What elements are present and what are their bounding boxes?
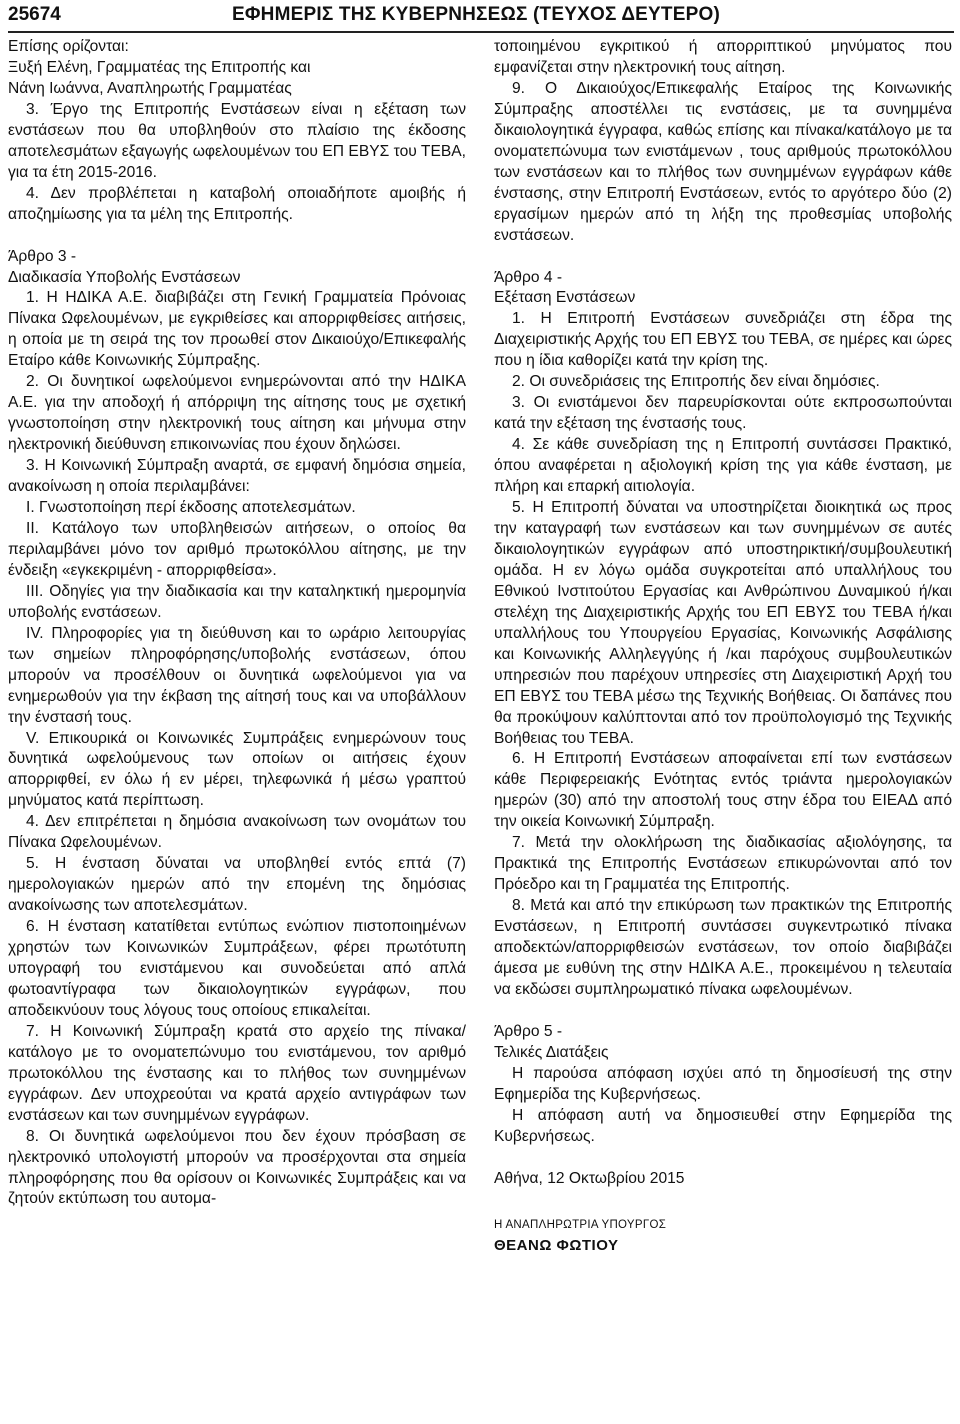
paragraph: Επίσης ορίζονται: <box>8 38 129 55</box>
list-item: ΙΙΙ. Οδηγίες για την διαδικασία και την καταληκτική ημερομηνία υποβολής ενστάσεων. <box>8 582 466 621</box>
paragraph: 1. Η Επιτροπή Ενστάσεων συνεδριάζει στη έδρα της Διαχειριστικής Αρχής του ΕΠ ΕΒΥΣ του ΤΕΒΑ, σε ημέρες και ώρες που η ίδια καθορίζει κατά την κρίση της. <box>494 310 952 370</box>
paragraph: Η παρούσα απόφαση ισχύει από τη δημοσίευσή της στην Εφημερίδα της Κυβερνήσεως. <box>494 1064 952 1103</box>
article-title: Εξέταση Ενστάσεων <box>494 289 636 307</box>
paragraph: 7. Η Κοινωνική Σύμπραξη κρατά στο αρχείο της πίνακα/κατάλογο με το ονοματεπώνυμο του ενιστάμενου, τον αριθμό πρωτοκόλλου της ένστασης και το πλήθος των συνημμένων εγγράφων. Δεν υποχρεούται να κρατά αρχείο αντιγράφων των ενστάσεων και των συνημμένων εγγράφων. <box>8 1022 466 1124</box>
list-item: V. Επικουρικά οι Κοινωνικές Συμπράξεις ενημερώνουν τους δυνητικά ωφελούμενους των οποίων οι αιτήσεις έχουν απορριφθεί, εν όλω ή εν μέρει, τηλεφωνικά ή μέσω γραπτού μηνύματος κατά περίπτωση. <box>8 729 466 810</box>
paragraph: 6. Η ένσταση κατατίθεται εντύπως ενώπιον πιστοποιημένων χρηστών των Κοινωνικών Συμπράξεων, φέρει πρωτότυπη υπογραφή του ενιστάμενου και συνοδεύεται από απλά φωτοαντίγραφα των δικαιολογητικών εγγράφων, που αποδεικνύουν τους λόγους τους οποίους επικαλείται. <box>8 918 466 1019</box>
article-number: Άρθρο 4 - <box>494 268 563 286</box>
article-number: Άρθρο 3 - <box>8 247 77 265</box>
paragraph: 6. Η Επιτροπή Ενστάσεων αποφαίνεται επί των ενστάσεων κάθε Περιφερειακής Ενότητας εντός τριάντα ημερολογιακών ημερών (30) από την αποστολή τους στην έδρα του ΕΙΕΑΔ από την οικεία Κοινωνική Σύμπραξη. <box>494 750 952 831</box>
header-rule <box>8 31 954 33</box>
paragraph: 1. Η ΗΔΙΚΑ Α.Ε. διαβιβάζει στη Γενική Γραμματεία Πρόνοιας Πίνακα Ωφελουμένων, με εγκριθείσες και απορριφθείσες αιτήσεις, η οποία με τη σειρά της τον προωθεί στον Δικαιούχο/Επικεφαλής Εταίρο κάθε Κοινωνικής Σύμπραξης. <box>8 289 466 370</box>
paragraph: 5. Η Επιτροπή δύναται να υποστηρίζεται διοικητικά ως προς την καταγραφή των ενστάσεων και των συνημμένων σε αυτές δικαιολογητικών εγγράφων από υποστηρικτική/συμβουλευτική ομάδα. Η εν λόγω ομάδα συγκροτείται από υπαλλήλους του Εθνικού Ινστιτούτου Εργασίας και Ανθρώπινου Δυναμικού ή/και στελέχη της Διαχειριστικής Αρχής του ΕΠ ΕΒΥΣ του ΤΕΒΑ ή/και υπαλλήλους του Υπουργείου Εργασίας, Κοινωνικής Ασφάλισης και Κοινωνικής Αλληλεγγύης ή /και παρόχους συμβουλευτικών υπηρεσιών που παρέχουν υπηρεσίες στη Διαχειριστική Αρχή του ΕΠ ΕΒΥΣ του ΤΕΒΑ μέσω της Τεχνικής Βοήθειας. Οι δαπάνες που θα προκύψουν καλύπτονται από τον προϋπολογισμό της Τεχνικής Βοήθειας του ΤΕΒΑ. <box>494 499 952 747</box>
page-number: 25674 <box>8 4 61 25</box>
list-item: IV. Πληροφορίες για τη διεύθυνση και το ωράριο λειτουργίας των σημείων πληροφόρησης/υποβολής ενστάσεων, όπου μπορούν να προσέλθουν οι δυνητικά ωφελούμενοι για να ενημερωθούν για την έκβαση της αίτησή τους και να υποβάλλουν την ένστασή τους. <box>8 624 466 726</box>
right-column <box>494 37 952 1256</box>
list-item: Ι. Γνωστοποίηση περί έκδοσης αποτελεσμάτων. <box>26 499 356 517</box>
paragraph: 2. Οι δυνητικοί ωφελούμενοι ενημερώνονται από την ΗΔΙΚΑ Α.Ε. για την αποδοχή ή απόρριψη της αίτησης τους με σχετική γνωστοποίηση στην ηλεκτρονική τους αίτηση και μήνυμα στην ηλεκτρονική διεύθυνση επικοινωνίας που έχουν δηλώσει. <box>8 373 466 454</box>
paragraph: 3. Οι ενιστάμενοι δεν παρευρίσκονται ούτε εκπροσωπούνται κατά την εξέταση της ένστασής τους. <box>494 394 952 433</box>
signer-name: ΘΕΑΝΩ ΦΩΤΙΟΥ <box>494 1236 619 1254</box>
signer-title: Η ΑΝΑΠΛΗΡΩΤΡΙΑ ΥΠΟΥΡΓΟΣ <box>494 1218 667 1231</box>
gazette-title: ΕΦΗΜΕΡΙΣ ΤΗΣ ΚΥΒΕΡΝΗΣΕΩΣ (ΤΕΥΧΟΣ ΔΕΥΤΕΡΟ) <box>232 4 720 25</box>
left-column <box>8 37 466 1210</box>
date-line: Αθήνα, 12 Οκτωβρίου 2015 <box>494 1169 685 1187</box>
article-number: Άρθρο 5 - <box>494 1022 563 1040</box>
paragraph: 2. Οι συνεδριάσεις της Επιτροπής δεν είναι δημόσιες. <box>512 373 880 391</box>
paragraph: Ξυξή Ελένη, Γραμματέας της Επιτροπής και <box>8 58 311 76</box>
paragraph: 5. Η ένσταση δύναται να υποβληθεί εντός επτά (7) ημερολογιακών ημερών από την επομένη της δημόσιας ανακοίνωσης των αποτελεσμάτων. <box>8 855 466 915</box>
paragraph: 4. Σε κάθε συνεδρίαση της η Επιτροπή συντάσσει Πρακτικό, όπου αναφέρεται η αξιολογική κρίση της για κάθε ένσταση, με πλήρη και επαρκή αιτιολογία. <box>494 436 952 496</box>
paragraph: 4. Δεν επιτρέπεται η δημόσια ανακοίνωση των ονομάτων του Πίνακα Ωφελουμένων. <box>8 813 466 852</box>
paragraph: Η απόφαση αυτή να δημοσιευθεί στην Εφημερίδα της Κυβερνήσεως. <box>494 1106 952 1145</box>
paragraph: 4. Δεν προβλέπεται η καταβολή οποιαδήποτε αμοιβής ή αποζημίωσης για τα μέλη της Επιτροπής. <box>8 184 466 223</box>
paragraph: 3. Η Κοινωνική Σύμπραξη αναρτά, σε εμφανή δημόσια σημεία, ανακοίνωση η οποία περιλαμβάνει: <box>8 457 466 496</box>
paragraph: Νάνη Ιωάννα, Αναπληρωτής Γραμματέας <box>8 79 292 97</box>
paragraph: 8. Οι δυνητικά ωφελούμενοι που δεν έχουν πρόσβαση σε ηλεκτρονικό υπολογιστή μπορούν να προσέρχονται στα σημεία πληροφόρησης που θα ορίσουν οι Κοινωνικές Συμπράξεις και να ζητούν εκτύπωση του αυτομα- <box>8 1127 466 1208</box>
paragraph: 8. Μετά και από την επικύρωση των πρακτικών της Επιτροπής Ενστάσεων, η Επιτροπή συντάσσει συγκεντρωτικό πίνακα αποδεκτών/απορριφθεισών ενστάσεων, τον οποίο διαβιβάζει άμεσα με ευθύνη της στην ΗΔΙΚΑ Α.Ε., προκειμένου η τελευταία να εκδώσει συμπληρωματικό πίνακα ωφελουμένων. <box>494 897 952 998</box>
list-item: ΙΙ. Κατάλογο των υποβληθεισών αιτήσεων, ο οποίος θα περιλαμβάνει μόνο τον αριθμό πρωτοκόλλου αίτησης, με την ένδειξη «εγκεκριμένη - απορριφθείσα». <box>8 519 466 579</box>
paragraph: 3. Έργο της Επιτροπής Ενστάσεων είναι η εξέταση των ενστάσεων που θα υποβληθούν στο πλαίσιο της έκδοσης αποτελεσμάτων εξαγωγής ωφελουμένων του ΕΠ ΕΒΥΣ του ΤΕΒΑ, για τα έτη 2015-2016. <box>8 100 466 181</box>
article-title: Διαδικασία Υποβολής Ενστάσεων <box>8 268 241 286</box>
paragraph: τοποιημένου εγκριτικού ή απορριπτικού μηνύματος που εμφανίζεται στην ηλεκτρονική τους αίτηση. <box>494 38 952 76</box>
article-title: Τελικές Διατάξεις <box>494 1043 609 1061</box>
paragraph: 7. Μετά την ολοκλήρωση της διαδικασίας αξιολόγησης, τα Πρακτικά της Επιτροπής Ενστάσεων επικυρώνονται από τον Πρόεδρο και τη Γραμματέα της Επιτροπής. <box>494 834 952 894</box>
paragraph: 9. Ο Δικαιούχος/Επικεφαλής Εταίρος της Κοινωνικής Σύμπραξης αποστέλλει τις ενστάσεις, με τα συνημμένα δικαιολογητικά έγγραφα, καθώς επίσης και πίνακα/κατάλογο με τα ονοματεπώνυμα των ενιστάμενων , τους αριθμούς πρωτοκόλλου των ενστάσεων και το πλήθος των συνημμένων εγγράφων κάθε ένστασης, στην Επιτροπή Ενστάσεων, εντός το αργότερο δύο (2) εργασίμων ημερών από τη λήξη της προθεσμίας υποβολής ενστάσεων. <box>494 79 952 244</box>
page-header <box>0 0 960 30</box>
